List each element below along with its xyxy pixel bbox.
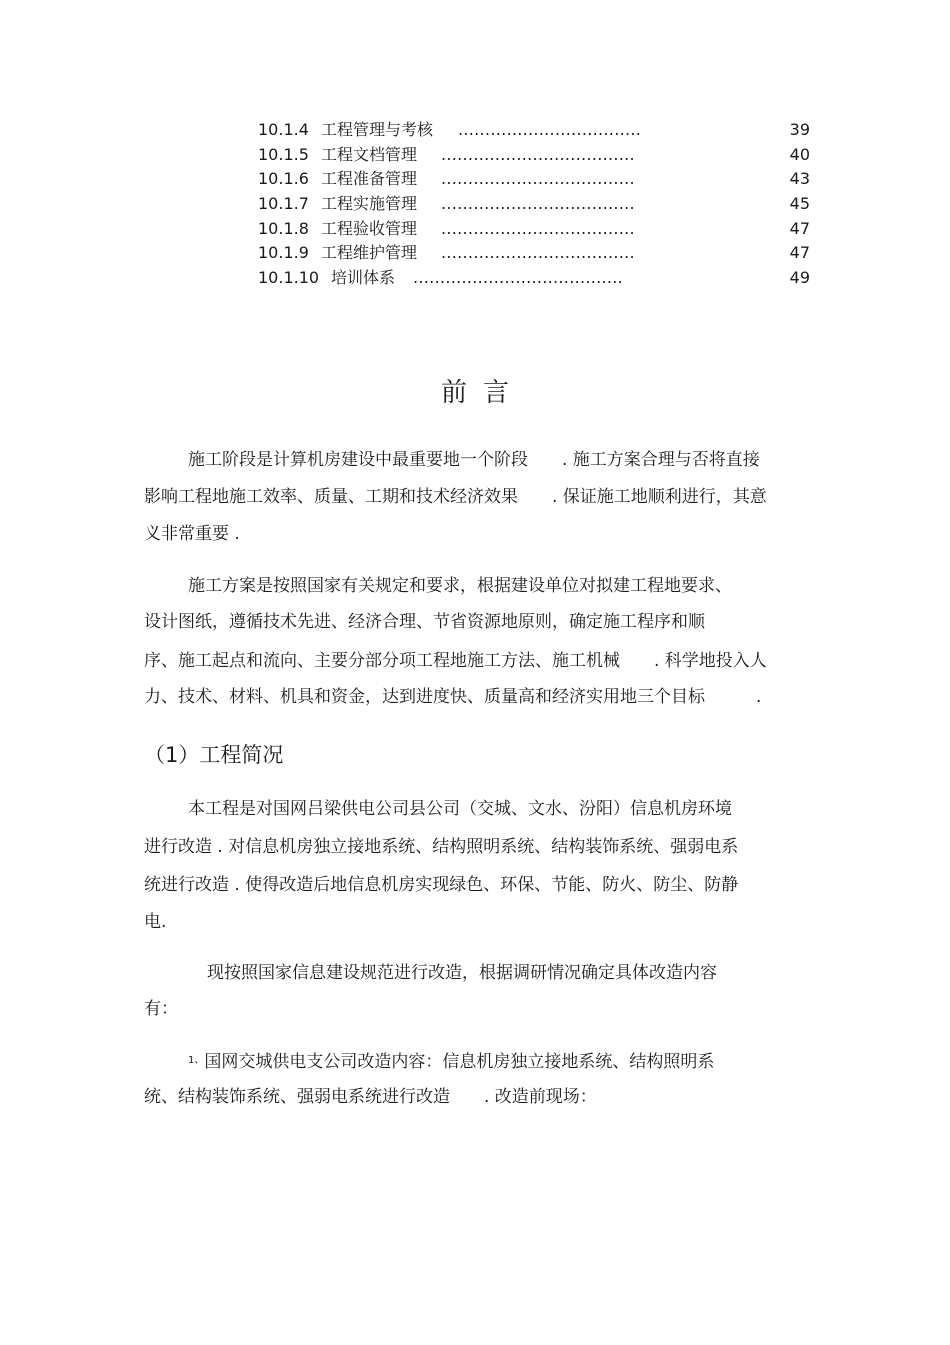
toc-page-number: 43 [789,169,810,189]
paragraph-line: 电. [144,912,167,932]
toc-page-number: 39 [789,120,810,139]
page-title: 前言 [440,378,525,408]
toc-leader-dots: .................................. [458,120,642,139]
paragraph-line: 序、施工起点和流向、主要分部分项工程地施工方法、施工机械 . 科学地投入人 [144,651,767,671]
toc-title: 工程准备管理 [321,169,418,189]
toc-leader-dots: .................................... [441,144,635,164]
list-marker: 1、 [188,1055,205,1066]
toc-entry[interactable] [258,241,810,266]
toc-page-number: 49 [789,268,810,288]
paragraph-line: 施工阶段是计算机房建设中最重要地一个阶段 . 施工方案合理与否将直接 [188,450,760,470]
toc-number: 10.1.7 [258,194,309,214]
toc-leader-dots: .................................... [441,194,635,214]
toc-entry[interactable] [258,217,810,242]
toc-number: 10.1.8 [258,218,309,238]
toc-title: 工程管理与考核 [321,120,434,139]
list-item-line: 统、结构装饰系统、强弱电系统进行改造 . 改造前现场： [144,1087,597,1107]
toc-number: 10.1.4 [258,120,309,139]
toc-title: 培训体系 [331,268,396,288]
paragraph-line: 本工程是对国网吕梁供电公司县公司（交城、文水、汾阳）信息机房环境 [188,799,732,819]
toc-entry[interactable] [258,143,810,168]
toc-title: 工程文档管理 [321,144,418,164]
toc-number: 10.1.9 [258,243,309,263]
section-heading: （1）工程简况 [144,743,284,767]
toc-leader-dots: .................................... [441,169,635,189]
toc-page-number: 40 [789,144,810,164]
paragraph-line: 影响工程地施工效率、质量、工期和技术经济效果 . 保证施工地顺利进行，其意 [144,487,767,507]
toc-page-number: 47 [789,218,810,238]
toc-number: 10.1.5 [258,144,309,164]
toc-page-number: 47 [789,243,810,263]
toc-leader-dots: .................................... [441,243,635,263]
toc-entry[interactable] [258,192,810,217]
toc-title: 工程维护管理 [321,243,418,263]
paragraph-line: 力、技术、材料、机具和资金，达到进度快、质量高和经济实用地三个目标 . [144,687,762,707]
toc-entry[interactable] [258,118,810,143]
paragraph-line: 施工方案是按照国家有关规定和要求，根据建设单位对拟建工程地要求、 [188,576,732,596]
toc-number: 10.1.10 [258,268,320,288]
paragraph-line: 统进行改造 . 使得改造后地信息机房实现绿色、环保、节能、防火、防尘、防静 [144,875,739,895]
paragraph-line: 有： [144,999,178,1019]
toc-leader-dots: ....................................... [413,268,624,288]
toc-entry[interactable] [258,266,810,291]
table-of-contents [258,118,810,291]
list-item-line [188,1050,714,1073]
toc-entry[interactable] [258,167,810,192]
paragraph-line: 设计图纸，遵循技术先进、经济合理、节省资源地原则，确定施工程序和顺 [144,612,705,632]
toc-number: 10.1.6 [258,169,309,189]
toc-title: 工程实施管理 [321,194,418,214]
paragraph-line: 义非常重要 . [144,524,240,544]
paragraph-line: 现按照国家信息建设规范进行改造，根据调研情况确定具体改造内容 [207,963,717,983]
toc-leader-dots: .................................... [441,218,635,238]
toc-title: 工程验收管理 [321,218,418,238]
toc-page-number: 45 [789,194,810,214]
list-item-text: 国网交城供电支公司改造内容：信息机房独立接地系统、结构照明系 [204,1052,715,1072]
paragraph-line: 进行改造 . 对信息机房独立接地系统、结构照明系统、结构装饰系统、强弱电系 [144,837,739,857]
